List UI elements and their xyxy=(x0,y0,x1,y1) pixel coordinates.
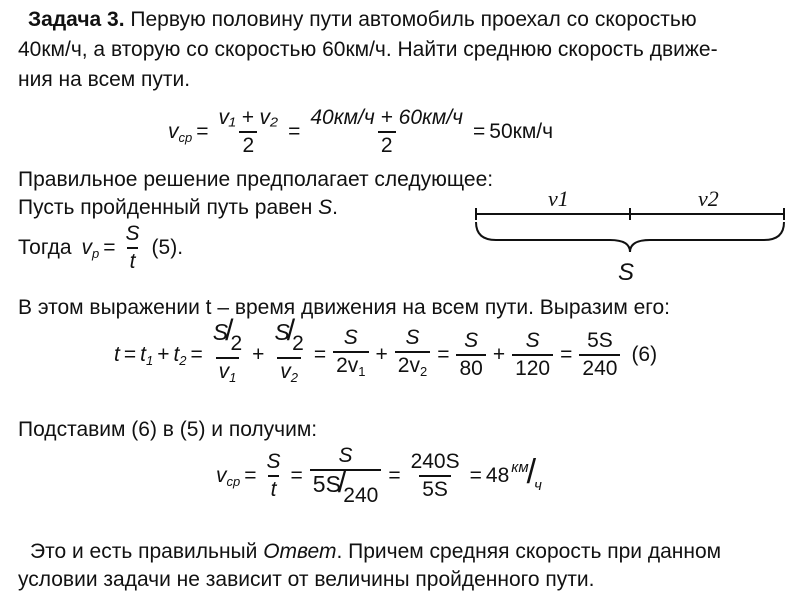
fraction-numerator: S xyxy=(405,326,420,349)
curly-brace xyxy=(476,222,784,252)
fraction-numerator: S xyxy=(525,329,540,352)
fraction-s-over-80 xyxy=(456,329,485,381)
equals-sign: = xyxy=(196,120,209,143)
equals-sign: = xyxy=(473,120,486,143)
formula-6-label: (6) xyxy=(631,343,658,366)
problem-line-1 xyxy=(28,8,697,32)
fraction-numerator: S xyxy=(125,222,140,245)
problem-line-2: 40км/ч, а вторую со скоростью 60км/ч. Найти среднюю скорость движе- xyxy=(18,38,718,61)
fraction-240s-over-5s xyxy=(408,450,463,502)
problem-label: Задача 3. xyxy=(28,8,125,31)
equals-sign: = xyxy=(560,343,573,366)
plus-sign: + xyxy=(492,343,506,366)
t-symbol: t xyxy=(114,343,120,366)
v2-label: v2 xyxy=(698,186,719,211)
fraction-s-over-5s-240 xyxy=(310,444,382,508)
fraction-s-over-2v1 xyxy=(333,326,368,384)
fraction-numerator: 240S xyxy=(410,450,460,473)
fraction-s-over-t xyxy=(123,222,143,274)
fraction-numerator: S / 2 xyxy=(274,314,304,355)
fraction-numerator: S / 2 xyxy=(212,314,243,355)
equals-sign: = xyxy=(388,464,401,487)
fraction-5s-over-240 xyxy=(579,329,620,381)
fraction-half-s-over-v1 xyxy=(210,314,245,390)
formula-5-label: (5). xyxy=(151,236,184,259)
vcp-symbol: $v_{ср}$ xyxy=(168,119,193,145)
path-symbol: S xyxy=(318,196,333,219)
substitute-line: Подставим (6) в (5) и получим: xyxy=(18,418,318,441)
fraction-denominator: 2 xyxy=(239,131,257,158)
plus-sign: + xyxy=(375,343,388,366)
equals-sign: = xyxy=(313,343,327,366)
equals-sign: = xyxy=(123,343,137,366)
fraction-denominator: 120 xyxy=(512,354,553,381)
vp-symbol: $v_р$ xyxy=(81,235,100,261)
path-diagram xyxy=(468,186,798,286)
plus-sign: + xyxy=(157,343,170,366)
fraction-s-over-t xyxy=(264,450,284,502)
let-path-line xyxy=(18,196,338,220)
problem-line-3: ния на всем пути. xyxy=(18,68,191,91)
t2-symbol: $t_2$ xyxy=(173,342,187,368)
equals-sign: = xyxy=(290,464,303,487)
expression-note: В этом выражении t – время движения на всем пути. Выразим его: xyxy=(18,296,671,319)
equals-sign: = xyxy=(469,464,482,487)
answer-line-1 xyxy=(30,540,721,564)
equals-sign: = xyxy=(103,236,116,259)
correct-intro: Правильное решение предполагает следующее: xyxy=(18,168,494,191)
t1-symbol: $t_1$ xyxy=(140,342,154,368)
answer-line-2: условии задачи не зависит от величины пройденного пути. xyxy=(18,568,595,591)
s-label: S xyxy=(618,259,635,286)
fraction-denominator: t xyxy=(127,247,139,274)
fraction-numerator: S xyxy=(343,326,358,349)
fraction-denominator: t xyxy=(268,475,280,502)
period: . xyxy=(332,196,339,219)
v1-label: v1 xyxy=(548,186,569,211)
unit-km-per-h: км / ч xyxy=(511,452,542,494)
wrong-result: 50км/ч xyxy=(489,120,554,143)
fraction-denominator: $v_1$ xyxy=(216,357,240,390)
equals-sign: = xyxy=(288,120,301,143)
plus-sign: + xyxy=(252,343,265,366)
let-path-text: Пусть пройденный путь равен xyxy=(18,196,319,219)
fraction-s-over-2v2 xyxy=(395,326,430,384)
answer-word: Ответ xyxy=(263,540,337,563)
fraction-numerator: v₁ + v₂ xyxy=(218,106,279,129)
equals-sign: = xyxy=(437,343,450,366)
fraction-denominator: $2v_1$ xyxy=(333,351,368,384)
answer-text-b: . Причем средняя скорость при данном xyxy=(336,540,722,563)
fraction-denominator: 240 xyxy=(579,354,620,381)
fraction-speeds xyxy=(307,106,466,158)
fraction-numerator: 5S xyxy=(587,329,613,352)
fraction-v1-v2 xyxy=(216,106,282,158)
fraction-denominator: $2v_2$ xyxy=(395,351,430,384)
fraction-numerator: 40км/ч + 60км/ч xyxy=(310,106,464,129)
equals-sign: = xyxy=(190,343,203,366)
wrong-solution-formula xyxy=(168,106,553,158)
final-result: 48 xyxy=(485,464,510,487)
formula-6 xyxy=(114,314,658,390)
fraction-numerator: S xyxy=(338,444,353,467)
answer-text-a: Это и есть правильный xyxy=(30,540,264,563)
then-word: Тогда xyxy=(18,236,72,259)
final-formula xyxy=(216,444,542,508)
fraction-denominator: 2 xyxy=(378,131,396,158)
fraction-denominator: 5S / 240 xyxy=(310,469,382,508)
fraction-denominator: $v_2$ xyxy=(277,357,301,390)
fraction-denominator: 5S xyxy=(419,475,451,502)
fraction-numerator: S xyxy=(464,329,479,352)
fraction-s-over-120 xyxy=(512,329,553,381)
formula-5 xyxy=(18,222,183,274)
fraction-half-s-over-v2 xyxy=(271,314,306,390)
problem-text-1: Первую половину пути автомобиль проехал со скоростью xyxy=(130,8,697,31)
fraction-denominator: 80 xyxy=(456,354,485,381)
fraction-numerator: S xyxy=(266,450,281,473)
vcp-symbol: $v_{ср}$ xyxy=(216,463,241,489)
equals-sign: = xyxy=(244,464,257,487)
